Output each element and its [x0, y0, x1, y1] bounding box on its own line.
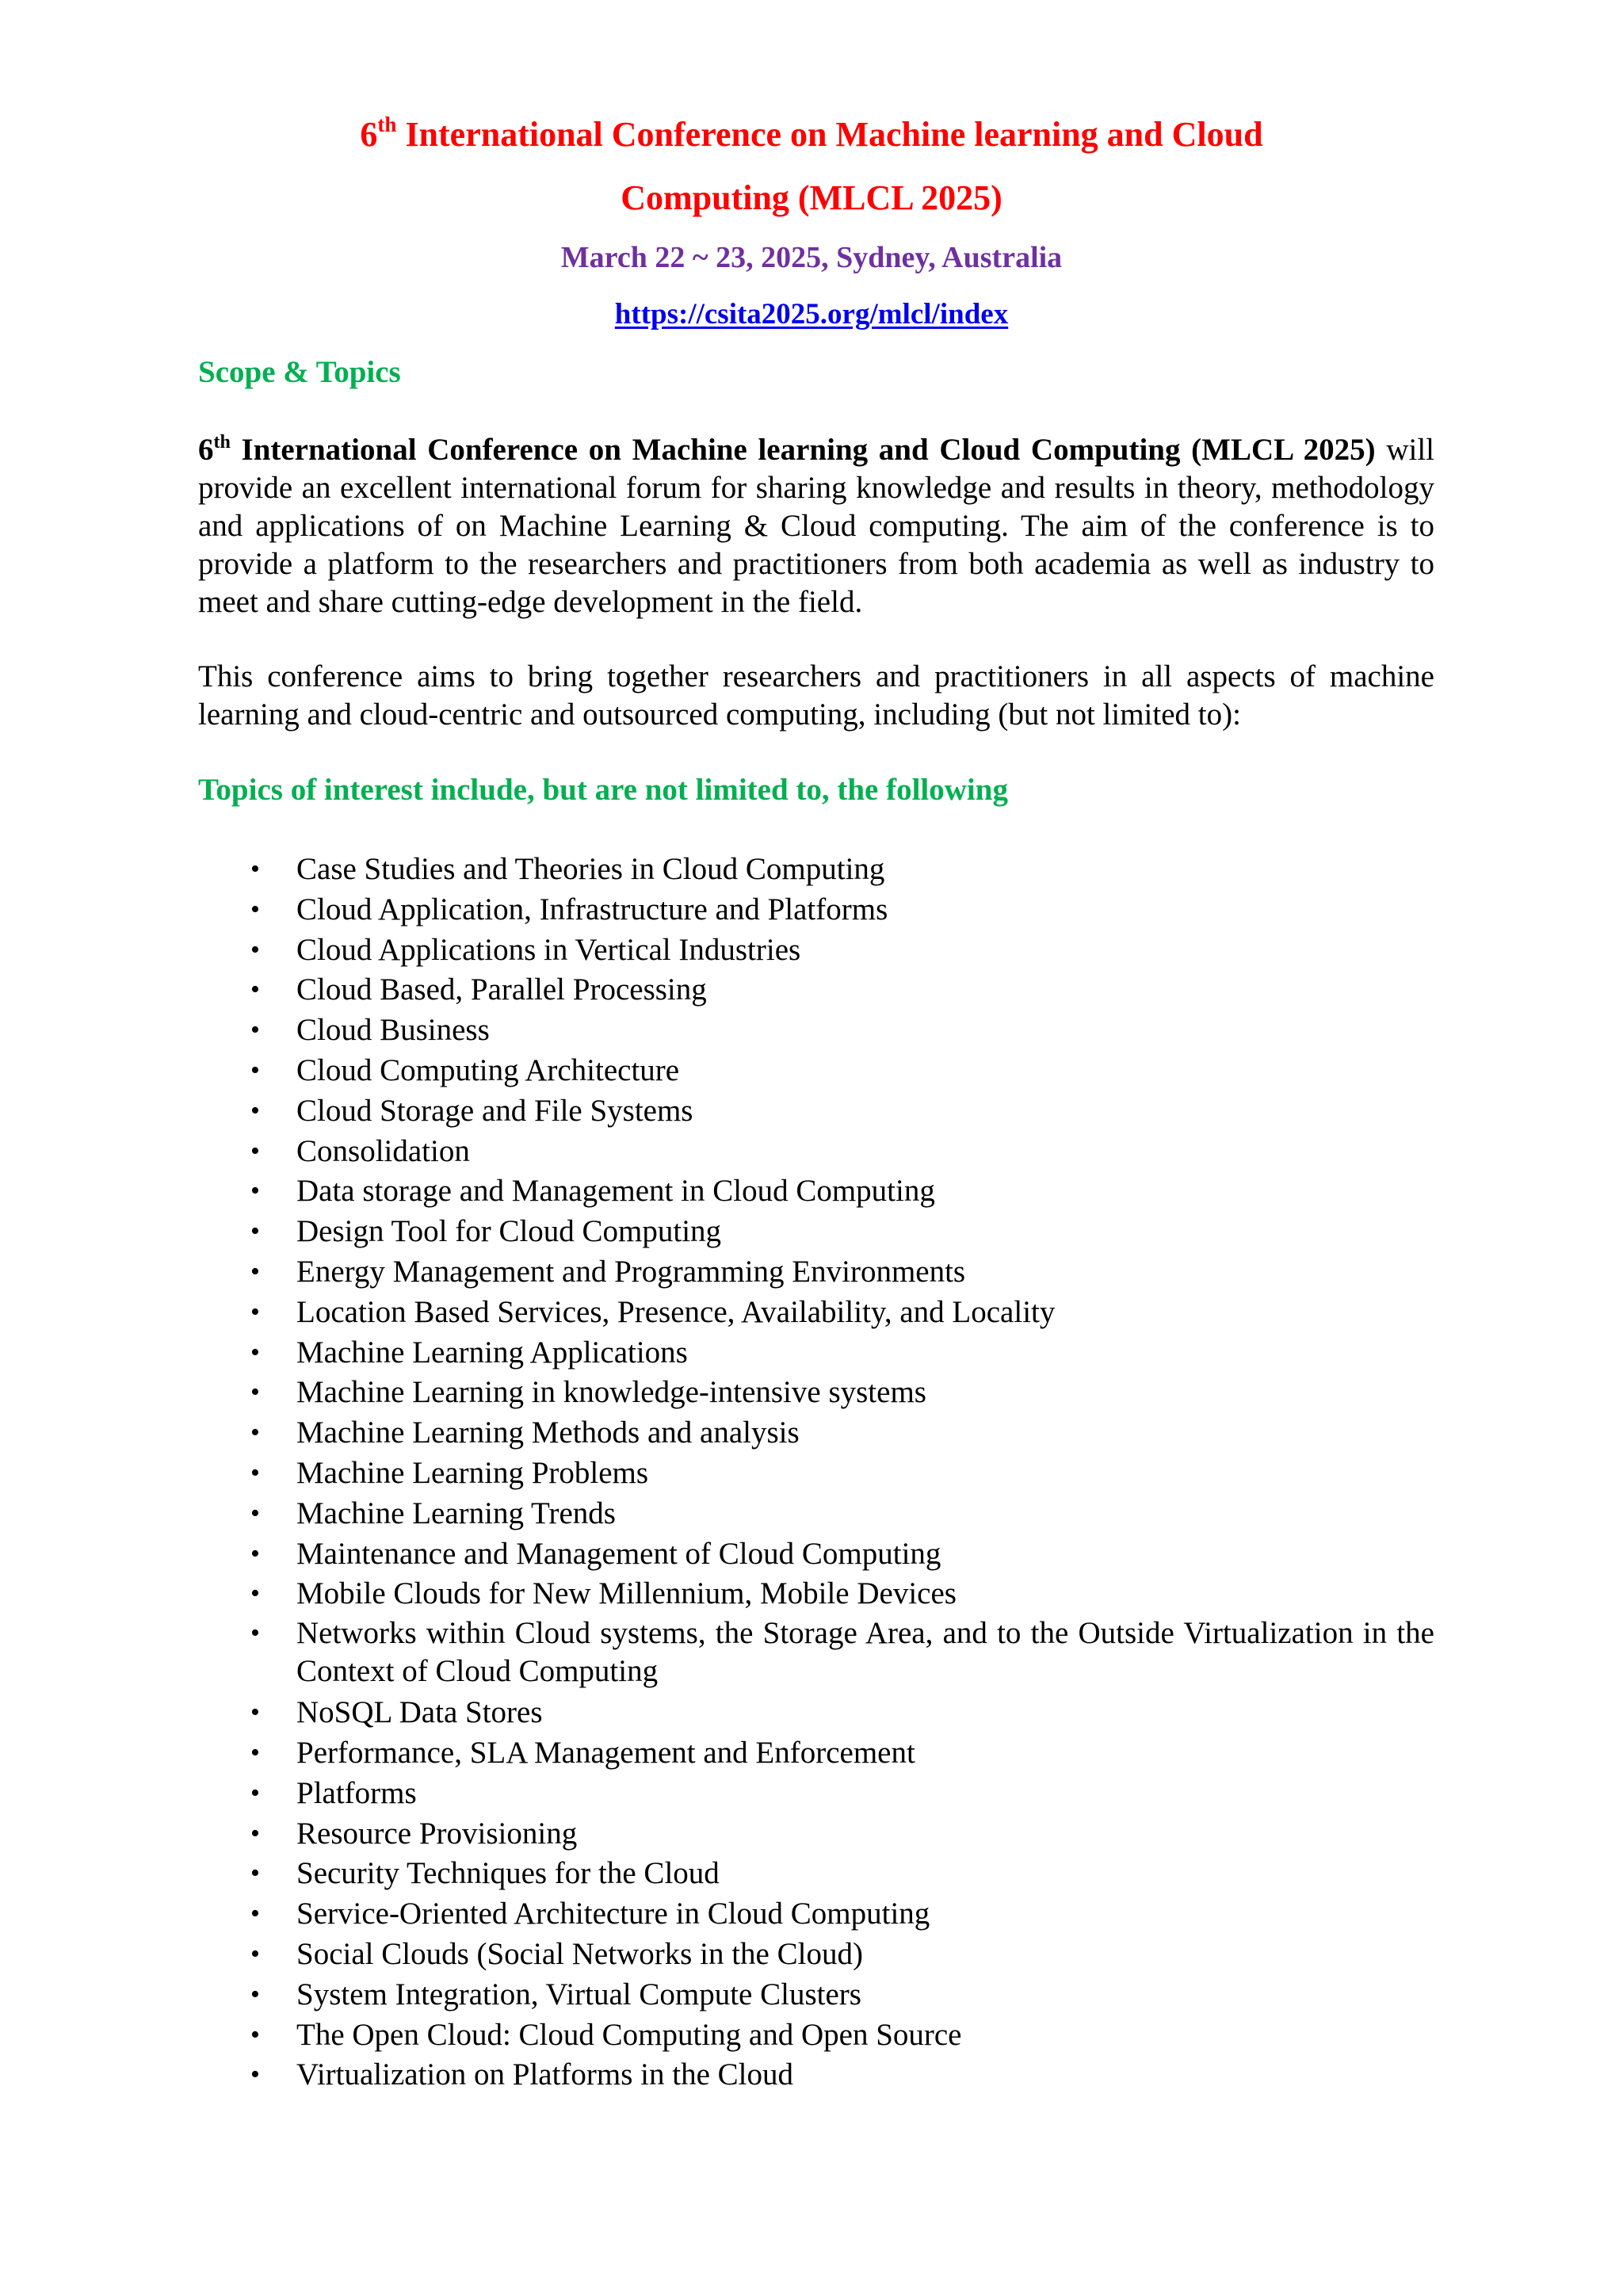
- topic-label: Platforms: [296, 1775, 417, 1810]
- bullet-icon: •: [250, 1055, 260, 1085]
- topic-label: Cloud Computing Architecture: [296, 1052, 680, 1087]
- topic-item: [198, 1010, 1434, 1051]
- topic-item: [198, 1212, 1434, 1252]
- bullet-icon: •: [250, 1859, 260, 1889]
- topic-item: [198, 1293, 1434, 1333]
- topic-item: [198, 2055, 1434, 2095]
- topic-label: Mobile Clouds for New Millennium, Mobile Devices: [296, 1576, 957, 1611]
- topic-label: Machine Learning Problems: [296, 1455, 649, 1490]
- topic-item: [198, 1534, 1434, 1575]
- topic-label: Virtualization on Platforms in the Cloud: [296, 2057, 793, 2092]
- topic-label: Energy Management and Programming Environments: [296, 1254, 966, 1289]
- topic-label: Resource Provisioning: [296, 1816, 578, 1851]
- topic-label: Machine Learning Methods and analysis: [296, 1415, 800, 1450]
- bullet-icon: •: [250, 975, 260, 1005]
- topic-label: Machine Learning Applications: [296, 1335, 688, 1370]
- topic-item: [198, 1614, 1434, 1690]
- bullet-icon: •: [250, 1618, 260, 1648]
- bullet-icon: •: [250, 1498, 260, 1528]
- intro-paragraph-text: will provide an excellent international forum for sharing knowledge and results in theory, methodology and applications of on Machine Learning & Cloud computing. The aim of the conference is to provide a platform to the researchers and practitioners from both academia as well as industry to meet and share cutting-edge development in the field.: [198, 433, 1435, 619]
- bullet-icon: •: [250, 1377, 260, 1408]
- topics-list: [198, 850, 1434, 2095]
- bullet-icon: •: [250, 2019, 260, 2050]
- bullet-icon: •: [250, 1778, 260, 1808]
- intro-number: 6: [198, 433, 214, 467]
- bullet-icon: •: [250, 1176, 260, 1206]
- topic-label: Cloud Applications in Vertical Industries: [296, 932, 801, 967]
- topic-label: Cloud Storage and File Systems: [296, 1093, 693, 1128]
- topic-label: Cloud Based, Parallel Processing: [296, 972, 707, 1007]
- topic-item: [198, 1574, 1434, 1614]
- topic-label: Maintenance and Management of Cloud Computing: [296, 1536, 941, 1571]
- intro-paragraph: [198, 431, 1434, 621]
- topic-label: NoSQL Data Stores: [296, 1695, 543, 1730]
- url-line: [0, 300, 1623, 329]
- bullet-icon: •: [250, 1015, 260, 1045]
- topic-item: [198, 1733, 1434, 1774]
- topic-item: [198, 1935, 1434, 1975]
- topic-label: Consolidation: [296, 1133, 470, 1168]
- topic-label: The Open Cloud: Cloud Computing and Open Source: [296, 2017, 962, 2052]
- topic-item: [198, 1132, 1434, 1172]
- topic-item: [198, 1051, 1434, 1091]
- scope-heading: Scope & Topics: [198, 355, 401, 389]
- topic-item: [198, 890, 1434, 930]
- topic-label: Cloud Application, Infrastructure and Platforms: [296, 892, 888, 926]
- conference-title-line-1: [0, 113, 1623, 154]
- bullet-icon: •: [250, 1538, 260, 1568]
- topic-item: [198, 1333, 1434, 1373]
- topic-item: [198, 1454, 1434, 1494]
- bullet-icon: •: [250, 854, 260, 884]
- topic-item: [198, 1975, 1434, 2015]
- bullet-icon: •: [250, 1698, 260, 1728]
- bullet-icon: •: [250, 2060, 260, 2090]
- topic-label: Performance, SLA Management and Enforcement: [296, 1735, 915, 1770]
- topic-label: Security Techniques for the Cloud: [296, 1856, 720, 1891]
- bullet-icon: •: [250, 1217, 260, 1247]
- topic-item: [198, 1171, 1434, 1212]
- topic-item: [198, 930, 1434, 971]
- topic-label: Machine Learning Trends: [296, 1496, 616, 1530]
- bullet-icon: •: [250, 1457, 260, 1488]
- topic-item: [198, 1091, 1434, 1132]
- date-location: March 22 ~ 23, 2025, Sydney, Australia: [560, 241, 1063, 274]
- conference-url-link[interactable]: https://csita2025.org/mlcl/index: [614, 298, 1009, 330]
- bullet-icon: •: [250, 1899, 260, 1929]
- bullet-icon: •: [250, 1979, 260, 2009]
- title-ordinal: th: [377, 113, 397, 136]
- title-line1-text: International Conference on Machine learning and Cloud: [396, 115, 1263, 154]
- topic-label: Machine Learning in knowledge-intensive systems: [296, 1375, 926, 1410]
- bullet-icon: •: [250, 894, 260, 924]
- topic-item: [198, 1252, 1434, 1293]
- bullet-icon: •: [250, 1418, 260, 1448]
- topic-item: [198, 1774, 1434, 1814]
- topic-item: [198, 1373, 1434, 1413]
- topic-label: Location Based Services, Presence, Availability, and Locality: [296, 1294, 1056, 1329]
- bullet-icon: •: [250, 1095, 260, 1125]
- bullet-icon: •: [250, 1337, 260, 1367]
- bullet-icon: •: [250, 1579, 260, 1609]
- topic-item: [198, 1814, 1434, 1855]
- topic-item: [198, 970, 1434, 1010]
- topic-label: Networks within Cloud systems, the Storage Area, and to the Outside Virtualization in the Context of Cloud Computing: [296, 1616, 1434, 1689]
- aims-paragraph: This conference aims to bring together researchers and practitioners in all aspects of machine learning and cloud-centric and outsourced computing, including (but not limited to):: [198, 659, 1434, 732]
- topic-item: [198, 1854, 1434, 1894]
- bullet-icon: •: [250, 1939, 260, 1969]
- topic-label: Cloud Business: [296, 1013, 490, 1048]
- topic-label: Design Tool for Cloud Computing: [296, 1214, 722, 1249]
- topic-item: [198, 1494, 1434, 1534]
- topic-label: Case Studies and Theories in Cloud Computing: [296, 852, 885, 886]
- bullet-icon: •: [250, 934, 260, 965]
- topic-item: [198, 1693, 1434, 1733]
- topics-heading: Topics of interest include, but are not limited to, the following: [198, 773, 1008, 807]
- topic-label: System Integration, Virtual Compute Clusters: [296, 1977, 861, 2011]
- bullet-icon: •: [250, 1256, 260, 1286]
- topic-label: Service-Oriented Architecture in Cloud Computing: [296, 1897, 930, 1931]
- topic-item: [198, 1413, 1434, 1454]
- title-number: 6: [360, 115, 378, 154]
- bullet-icon: •: [250, 1297, 260, 1327]
- conference-title-line-2: Computing (MLCL 2025): [621, 178, 1002, 217]
- topic-label: Data storage and Management in Cloud Computing: [296, 1174, 935, 1209]
- topic-label: Social Clouds (Social Networks in the Cloud): [296, 1936, 863, 1971]
- intro-ordinal: th: [213, 432, 231, 453]
- topic-item: [198, 2015, 1434, 2056]
- topic-item: [198, 850, 1434, 890]
- topic-item: [198, 1894, 1434, 1935]
- intro-conference-name: [198, 433, 1376, 467]
- bullet-icon: •: [250, 1737, 260, 1767]
- bullet-icon: •: [250, 1818, 260, 1848]
- bullet-icon: •: [250, 1136, 260, 1166]
- intro-conference-name-text: International Conference on Machine learning and Cloud Computing (MLCL 2025): [230, 433, 1376, 467]
